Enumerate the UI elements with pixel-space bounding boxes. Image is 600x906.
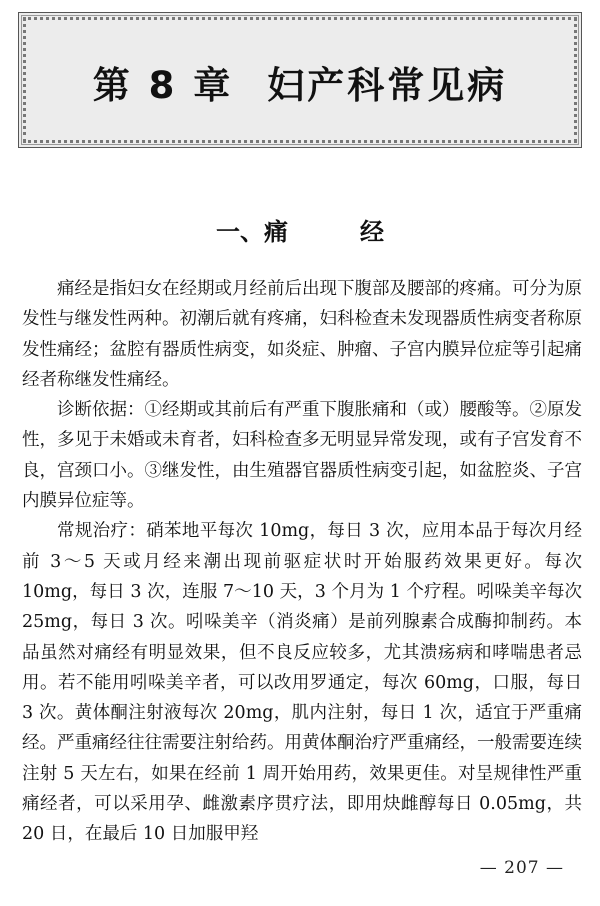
paragraph-definition: 痛经是指妇女在经期或月经前后出现下腹部及腰部的疼痛。可分为原发性与继发性两种。初潮后就有疼痛，妇科检查未发现器质性病变者称原发性痛经；盆腔有器质性病变，如炎症、肿瘤、子宫内膜异位症等引起痛经者称继发性痛经。 <box>22 279 582 390</box>
chapter-header-box <box>18 12 582 148</box>
section-title <box>0 212 600 247</box>
chapter-label: 第 8 章 <box>92 64 234 107</box>
chapter-name: 妇产科常见病 <box>267 64 508 107</box>
section-title-rest: 经 <box>360 218 384 246</box>
section-number: 一、痛 <box>216 218 288 246</box>
page-number: — 207 — <box>479 858 564 878</box>
body-text <box>22 274 582 850</box>
paragraph-diagnosis: 诊断依据：①经期或其前后有严重下腹胀痛和（或）腰酸等。②原发性，多见于未婚或未育者，妇科检查多无明显异常发现，或有子宫发育不良，宫颈口小。③继发性，由生殖器官器质性病变引起，如盆腔炎、子宫内膜异位症等。 <box>22 400 582 512</box>
paragraph-treatment: 常规治疗：硝苯地平每次 10mg，每日 3 次，应用本品于每次月经前 3～5 天或月经来潮出现前驱症状时开始服药效果更好。每次 10mg，每日 3 次，连服 7～10 天，3 个月为 1 个疗程。吲哚美辛每次 25mg，每日 3 次。吲哚美辛（消炎痛）是前列腺素合成酶抑制药。本品虽然对痛经有明显效果，但不良反应较多，尤其溃疡病和哮喘患者忌用。若不能用吲哚美辛者，可以改用罗通定，每次 60mg，口服，每日 3 次。黄体酮注射液每次 20mg，肌内注射，每日 1 次，适宜于严重痛经。严重痛经往往需要注射给药。用黄体酮治疗严重痛经，一般需要连续注射 5 天左右，如果在经前 1 周开始用药，效果更佳。对呈规律性严重痛经者，可以采用孕、雌激素序贯疗法，即用炔雌醇每日 0.05mg，共 20 日，在最后 10 日加服甲羟 <box>22 521 582 845</box>
chapter-title <box>19 55 581 109</box>
